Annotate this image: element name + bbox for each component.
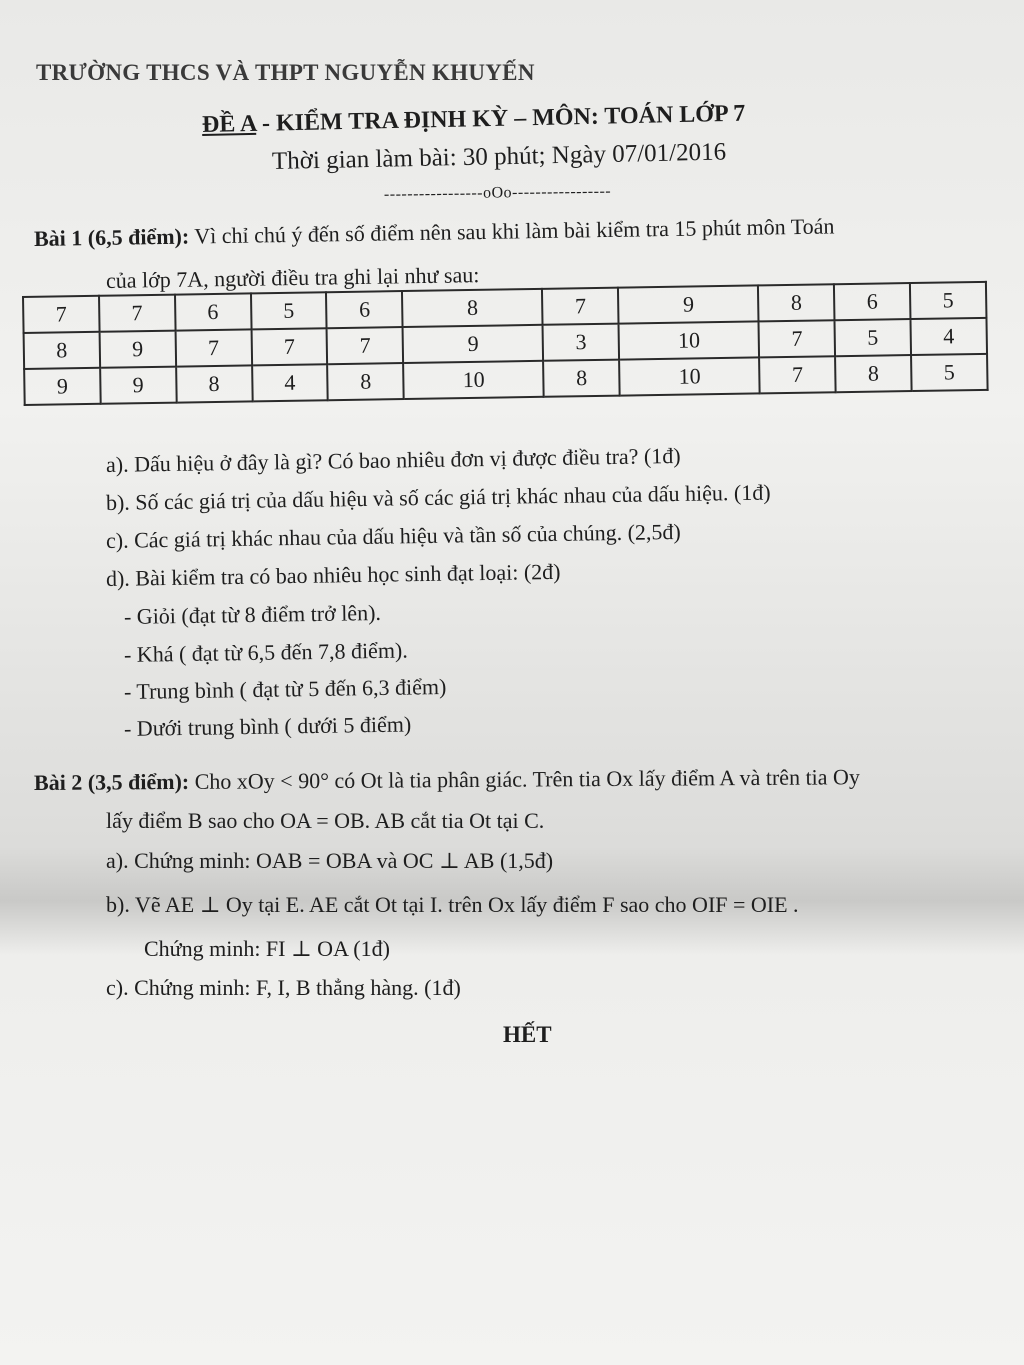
bai1-question-c: c). Các giá trị khác nhau của dấu hiệu và tần số của chúng. (2,5đ) xyxy=(105,518,681,553)
table-cell: 8 xyxy=(543,360,619,397)
end-mark: HẾT xyxy=(503,1022,552,1047)
table-cell: 5 xyxy=(835,319,911,356)
table-cell: 3 xyxy=(543,324,619,361)
table-cell: 9 xyxy=(403,325,544,363)
table-cell: 7 xyxy=(327,327,403,364)
table-cell: 7 xyxy=(542,288,618,325)
table-cell: 5 xyxy=(911,354,988,391)
bai1-question-a: a). Dấu hiệu ở đây là gì? Có bao nhiêu đơn vị được điều tra? (1đ) xyxy=(105,442,681,477)
bai2-intro-text: Cho xOy < 90° có Ot là tia phân giác. Trên tia Ox lấy điểm A và trên tia Oy xyxy=(189,764,860,794)
bai1-intro-line2: của lớp 7A, người điều tra ghi lại như sau: xyxy=(105,262,480,293)
bai2-intro xyxy=(34,764,860,796)
bai1-question-d: d). Bài kiểm tra có bao nhiêu học sinh đạt loại: (2đ) xyxy=(105,558,561,591)
table-cell: 4 xyxy=(252,364,328,401)
table-cell: 7 xyxy=(251,328,327,365)
bai1-level-gioi: - Giỏi (đạt từ 8 điểm trở lên). xyxy=(123,599,382,629)
table-cell: 6 xyxy=(326,291,402,328)
bai1-question-b: b). Số các giá trị của dấu hiệu và số các giá trị khác nhau của dấu hiệu. (1đ) xyxy=(105,479,771,515)
bai1-level-kha: - Khá ( đạt từ 6,5 đến 7,8 điểm). xyxy=(123,637,408,667)
table-cell: 9 xyxy=(24,368,100,405)
bai1-intro-text: Vì chỉ chú ý đến số điểm nên sau khi làm bài kiểm tra 15 phút môn Toán xyxy=(188,213,835,249)
table-cell: 8 xyxy=(24,332,100,369)
bai2-question-b: b). Vẽ AE ⊥ Oy tại E. AE cắt Ot tại I. trên Ox lấy điểm F sao cho OIF = OIE . xyxy=(106,892,799,917)
exam-title xyxy=(202,101,746,139)
exam-title-text: - KIỂM TRA ĐỊNH KỲ – MÔN: TOÁN LỚP 7 xyxy=(255,100,746,137)
table-cell: 9 xyxy=(99,331,175,368)
table-cell: 9 xyxy=(618,285,759,323)
table-cell: 8 xyxy=(176,365,252,402)
bai2-question-a: a). Chứng minh: OAB = OBA và OC ⊥ AB (1,5đ) xyxy=(106,848,554,873)
table-cell: 5 xyxy=(910,282,987,319)
table-cell: 8 xyxy=(328,363,404,400)
table-cell: 9 xyxy=(100,367,176,404)
table-cell: 8 xyxy=(402,289,543,327)
bai2-question-b2: Chứng minh: FI ⊥ OA (1đ) xyxy=(144,936,390,961)
table-cell: 7 xyxy=(759,320,835,357)
exam-code: ĐỀ A xyxy=(201,110,257,138)
table-cell: 10 xyxy=(403,361,544,399)
table-cell: 6 xyxy=(175,293,251,330)
bai1-intro xyxy=(34,213,835,252)
table-cell: 10 xyxy=(619,357,760,395)
school-name: TRƯỜNG THCS VÀ THPT NGUYỄN KHUYẾN xyxy=(36,60,535,85)
table-cell: 6 xyxy=(834,283,910,320)
bai1-level-duoi-trung-binh: - Dưới trung bình ( dưới 5 điểm) xyxy=(123,711,412,741)
table-cell: 10 xyxy=(619,321,760,359)
exam-time-date: Thời gian làm bài: 30 phút; Ngày 07/01/2016 xyxy=(271,138,727,175)
table-cell: 5 xyxy=(251,292,327,329)
bai2-heading: Bài 2 (3,5 điểm): xyxy=(33,768,190,795)
table-cell: 4 xyxy=(910,318,987,355)
table-cell: 8 xyxy=(758,284,834,321)
separator: -----------------oOo----------------- xyxy=(383,182,612,203)
table-cell: 7 xyxy=(175,329,251,366)
bai2-line2: lấy điểm B sao cho OA = OB. AB cắt tia Ot tại C. xyxy=(106,808,545,833)
table-cell: 8 xyxy=(835,355,911,392)
table-cell: 7 xyxy=(759,356,835,393)
score-table xyxy=(22,281,989,406)
table-cell: 7 xyxy=(99,295,175,332)
table-cell: 7 xyxy=(23,296,99,333)
bai1-heading: Bài 1 (6,5 điểm): xyxy=(33,223,190,251)
bai1-level-trung-binh: - Trung bình ( đạt từ 5 đến 6,3 điểm) xyxy=(123,673,447,704)
bai2-question-c: c). Chứng minh: F, I, B thẳng hàng. (1đ) xyxy=(106,975,461,1000)
